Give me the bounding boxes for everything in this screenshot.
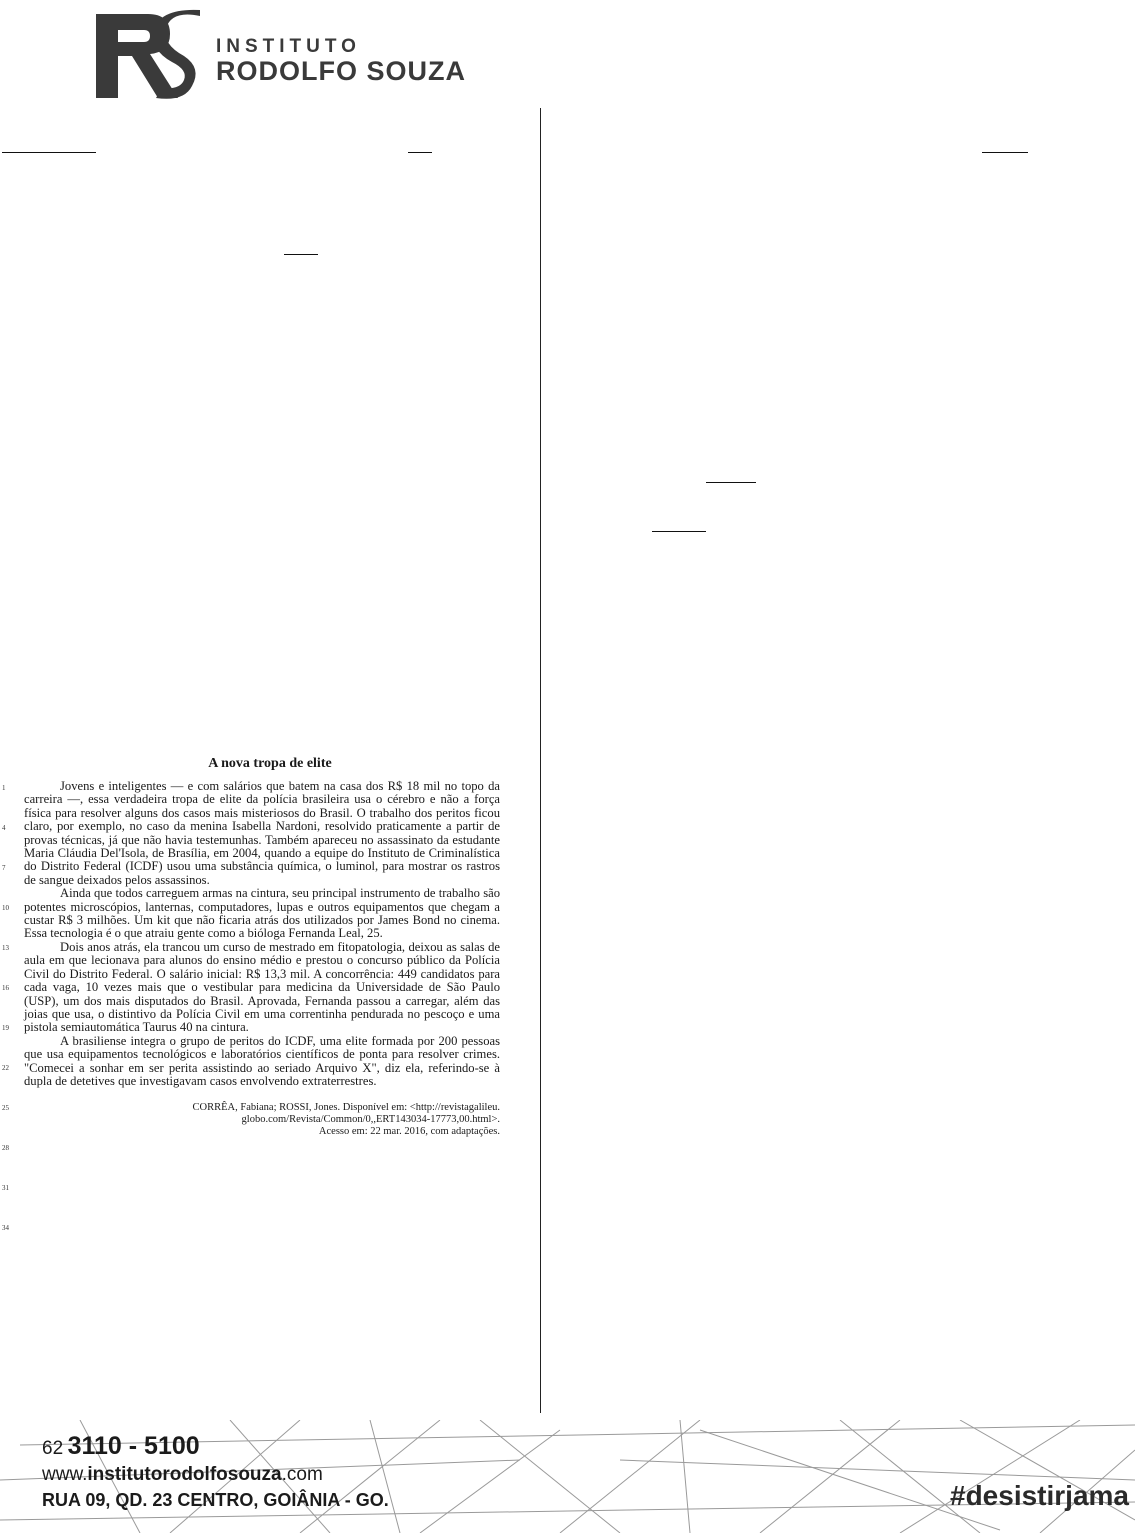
phone-area-code: 62 xyxy=(42,1438,64,1459)
article-paragraph: Dois anos atrás, ela trancou um curso de mestrado em fitopatologia, deixou as salas de aula em que lecionava para alunos do ensino médio e prestou o concurso público da Polícia Civil do Distrito Federal. O salário inicial: R$ 13,3 mil. A concorrência: 449 candidatos para cada vaga, 10 vezes mais que o vestibular para medicina da Universidade de São Paulo (USP), um dos mais disputados do Brasil. Aprovada, Fernanda passou a carregar, além das joias que usa, o distintivo da Polícia Civil em uma correntinha pendurada no pescoço e uma pistola semiautomática Taurus 40 na cintura. xyxy=(24,939,500,1035)
line-number: 22 xyxy=(2,1064,9,1072)
institute-logo xyxy=(88,6,468,106)
address: RUA 09, QD. 23 CENTRO, GOIÂNIA - GO. xyxy=(42,1490,389,1510)
blank-underline xyxy=(408,152,432,153)
line-number: 1 xyxy=(2,784,6,792)
line-number: 4 xyxy=(2,824,6,832)
line-number: 25 xyxy=(2,1104,9,1112)
logo-wordmark-bottom: RODOLFO SOUZA xyxy=(216,56,466,86)
line-number: 16 xyxy=(2,984,9,992)
blank-underline xyxy=(982,152,1028,153)
article-title: A nova tropa de elite xyxy=(208,756,332,771)
article xyxy=(0,756,500,1232)
website-link[interactable] xyxy=(42,1464,323,1486)
article-paragraph: A brasiliense integra o grupo de peritos do ICDF, uma elite formada por 200 pessoas que usa equipamentos tecnológicos e laboratórios científicos de ponta para resolver crimes. "Comecei a sonhar em ser perita assistindo ao seriado Arquivo X", diz ela, referindo-se à dupla de detetives que investigavam casos envolvendo extraterrestres. xyxy=(24,1033,500,1088)
contact-phone xyxy=(42,1432,200,1461)
line-number: 19 xyxy=(2,1024,9,1032)
line-number: 10 xyxy=(2,904,9,912)
website-suffix: .com xyxy=(281,1464,323,1485)
blank-underline xyxy=(652,531,706,532)
rs-monogram-icon xyxy=(88,6,208,106)
blank-underline xyxy=(706,482,756,483)
blank-underline xyxy=(2,152,96,153)
phone-number: 3110 - 5100 xyxy=(67,1432,200,1460)
blank-underline xyxy=(284,254,318,255)
line-number: 34 xyxy=(2,1224,9,1232)
column-divider xyxy=(540,108,541,1413)
line-number: 28 xyxy=(2,1144,9,1152)
citation-line: Acesso em: 22 mar. 2016, com adaptações. xyxy=(318,1126,500,1138)
hashtag: #desistirjama xyxy=(950,1480,1129,1511)
line-number: 31 xyxy=(2,1184,9,1192)
line-number: 13 xyxy=(2,944,9,952)
footer xyxy=(0,1420,1135,1533)
citation-line: globo.com/Revista/Common/0,,ERT143034-17773,00.html>. xyxy=(241,1114,500,1126)
article-paragraph: Ainda que todos carreguem armas na cintura, seu principal instrumento de trabalho são potentes microscópios, lanternas, computadores, lupas e outros equipamentos que chegam a custar R$ 3 milhões. Um kit que não ficaria atrás dos utilizados por James Bond no cinema. Essa tecnologia é o que atraiu gente como a bióloga Fernanda Leal, 25. xyxy=(24,886,500,941)
website-name: institutorodolfosouza xyxy=(87,1464,282,1485)
website-prefix: www. xyxy=(42,1464,88,1485)
article-paragraph: Jovens e inteligentes — e com salários que batem na casa dos R$ 18 mil no topo da carreira —, essa verdadeira tropa de elite da polícia brasileira usa o cérebro e não a força física para resolver alguns dos casos mais misteriosos do Brasil. O trabalho dos peritos ficou claro, por exemplo, no caso da menina Isabella Nardoni, resolvido praticamente a partir de provas técnicas, já que não havia testemunhas. Também apareceu no assassinato da estudante Maria Cláudia Del'Isola, de Brasília, em 2004, quando a equipe do Instituto de Criminalística do Distrito Federal (ICDF) usou uma substância química, o luminol, para mostrar os rastros de sangue deixados pelos assassinos. xyxy=(24,779,500,887)
article-citation xyxy=(0,1102,500,1138)
line-number: 7 xyxy=(2,864,6,872)
citation-line: CORRÊA, Fabiana; ROSSI, Jones. Disponível em: <http://revistagalileu. xyxy=(192,1102,500,1114)
logo-wordmark-top: INSTITUTO xyxy=(216,36,361,57)
